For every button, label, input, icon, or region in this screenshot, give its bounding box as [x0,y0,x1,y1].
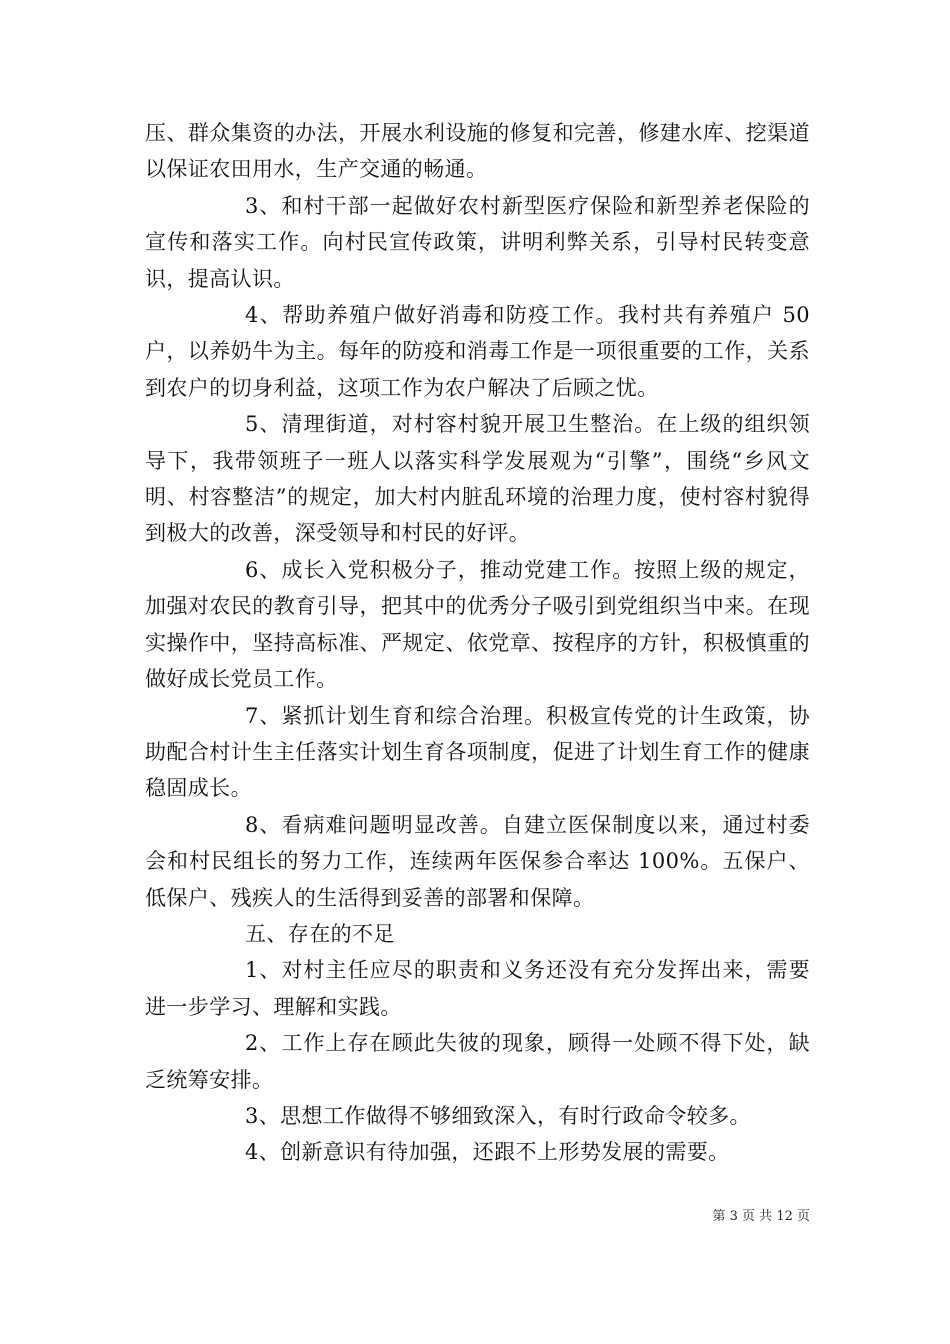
paragraph-item-3: 3、和村干部一起做好农村新型医疗保险和新型养老保险的宣传和落实工作。向村民宣传政策，讲明利弊关系，引导村民转变意识，提高认识。 [145,193,810,291]
section-heading-shortcomings: 五、存在的不足 [245,921,395,946]
paragraph-item-5: 5、清理街道，对村容村貌开展卫生整治。在上级的组织领导下，我带领班子一班人以落实科学发展观为“引擎”，围绕“乡风文明、村容整洁”的规定，加大村内脏乱环境的治理力度，使村容村貌得到极大的改善，深受领导和村民的好评。 [145,412,810,546]
shortcoming-item-1: 1、对村主任应尽的职责和义务还没有充分发挥出来，需要进一步学习、理解和实践。 [145,958,810,1019]
paragraph-continuation: 压、群众集资的办法，开展水利设施的修复和完善，修建水库、挖渠道以保证农田用水，生产交通的畅通。 [145,121,810,182]
shortcoming-item-3: 3、思想工作做得不够细致深入，有时行政命令较多。 [245,1103,751,1128]
paragraph-item-4: 4、帮助养殖户做好消毒和防疫工作。我村共有养殖户 50户，以养奶牛为主。每年的防疫和消毒工作是一项很重要的工作，关系到农户的切身利益，这项工作为农户解决了后顾之忧。 [145,303,810,400]
paragraph-item-6: 6、成长入党积极分子，推动党建工作。按照上级的规定，加强对农民的教育引导，把其中的优秀分子吸引到党组织当中来。在现实操作中，坚持高标准、严规定、依党章、按程序的方针，积极慎重的做好成长党员工作。 [145,557,810,692]
paragraph-item-8: 8、看病难问题明显改善。自建立医保制度以来，通过村委会和村民组长的努力工作，连续两年医保参合率达 100%。五保户、低保户、残疾人的生活得到妥善的部署和保障。 [145,812,810,910]
paragraph-item-7: 7、紧抓计划生育和综合治理。积极宣传党的计生政策，协助配合村计生主任落实计划生育各项制度，促进了计划生育工作的健康稳固成长。 [145,703,810,801]
page-number-footer: 第 3 页 共 12 页 [712,1209,810,1224]
shortcoming-item-4: 4、创新意识有待加强，还跟不上形势发展的需要。 [245,1140,730,1165]
document-body [145,115,810,1171]
shortcoming-item-2: 2、工作上存在顾此失彼的现象，顾得一处顾不得下处，缺乏统筹安排。 [145,1031,810,1092]
